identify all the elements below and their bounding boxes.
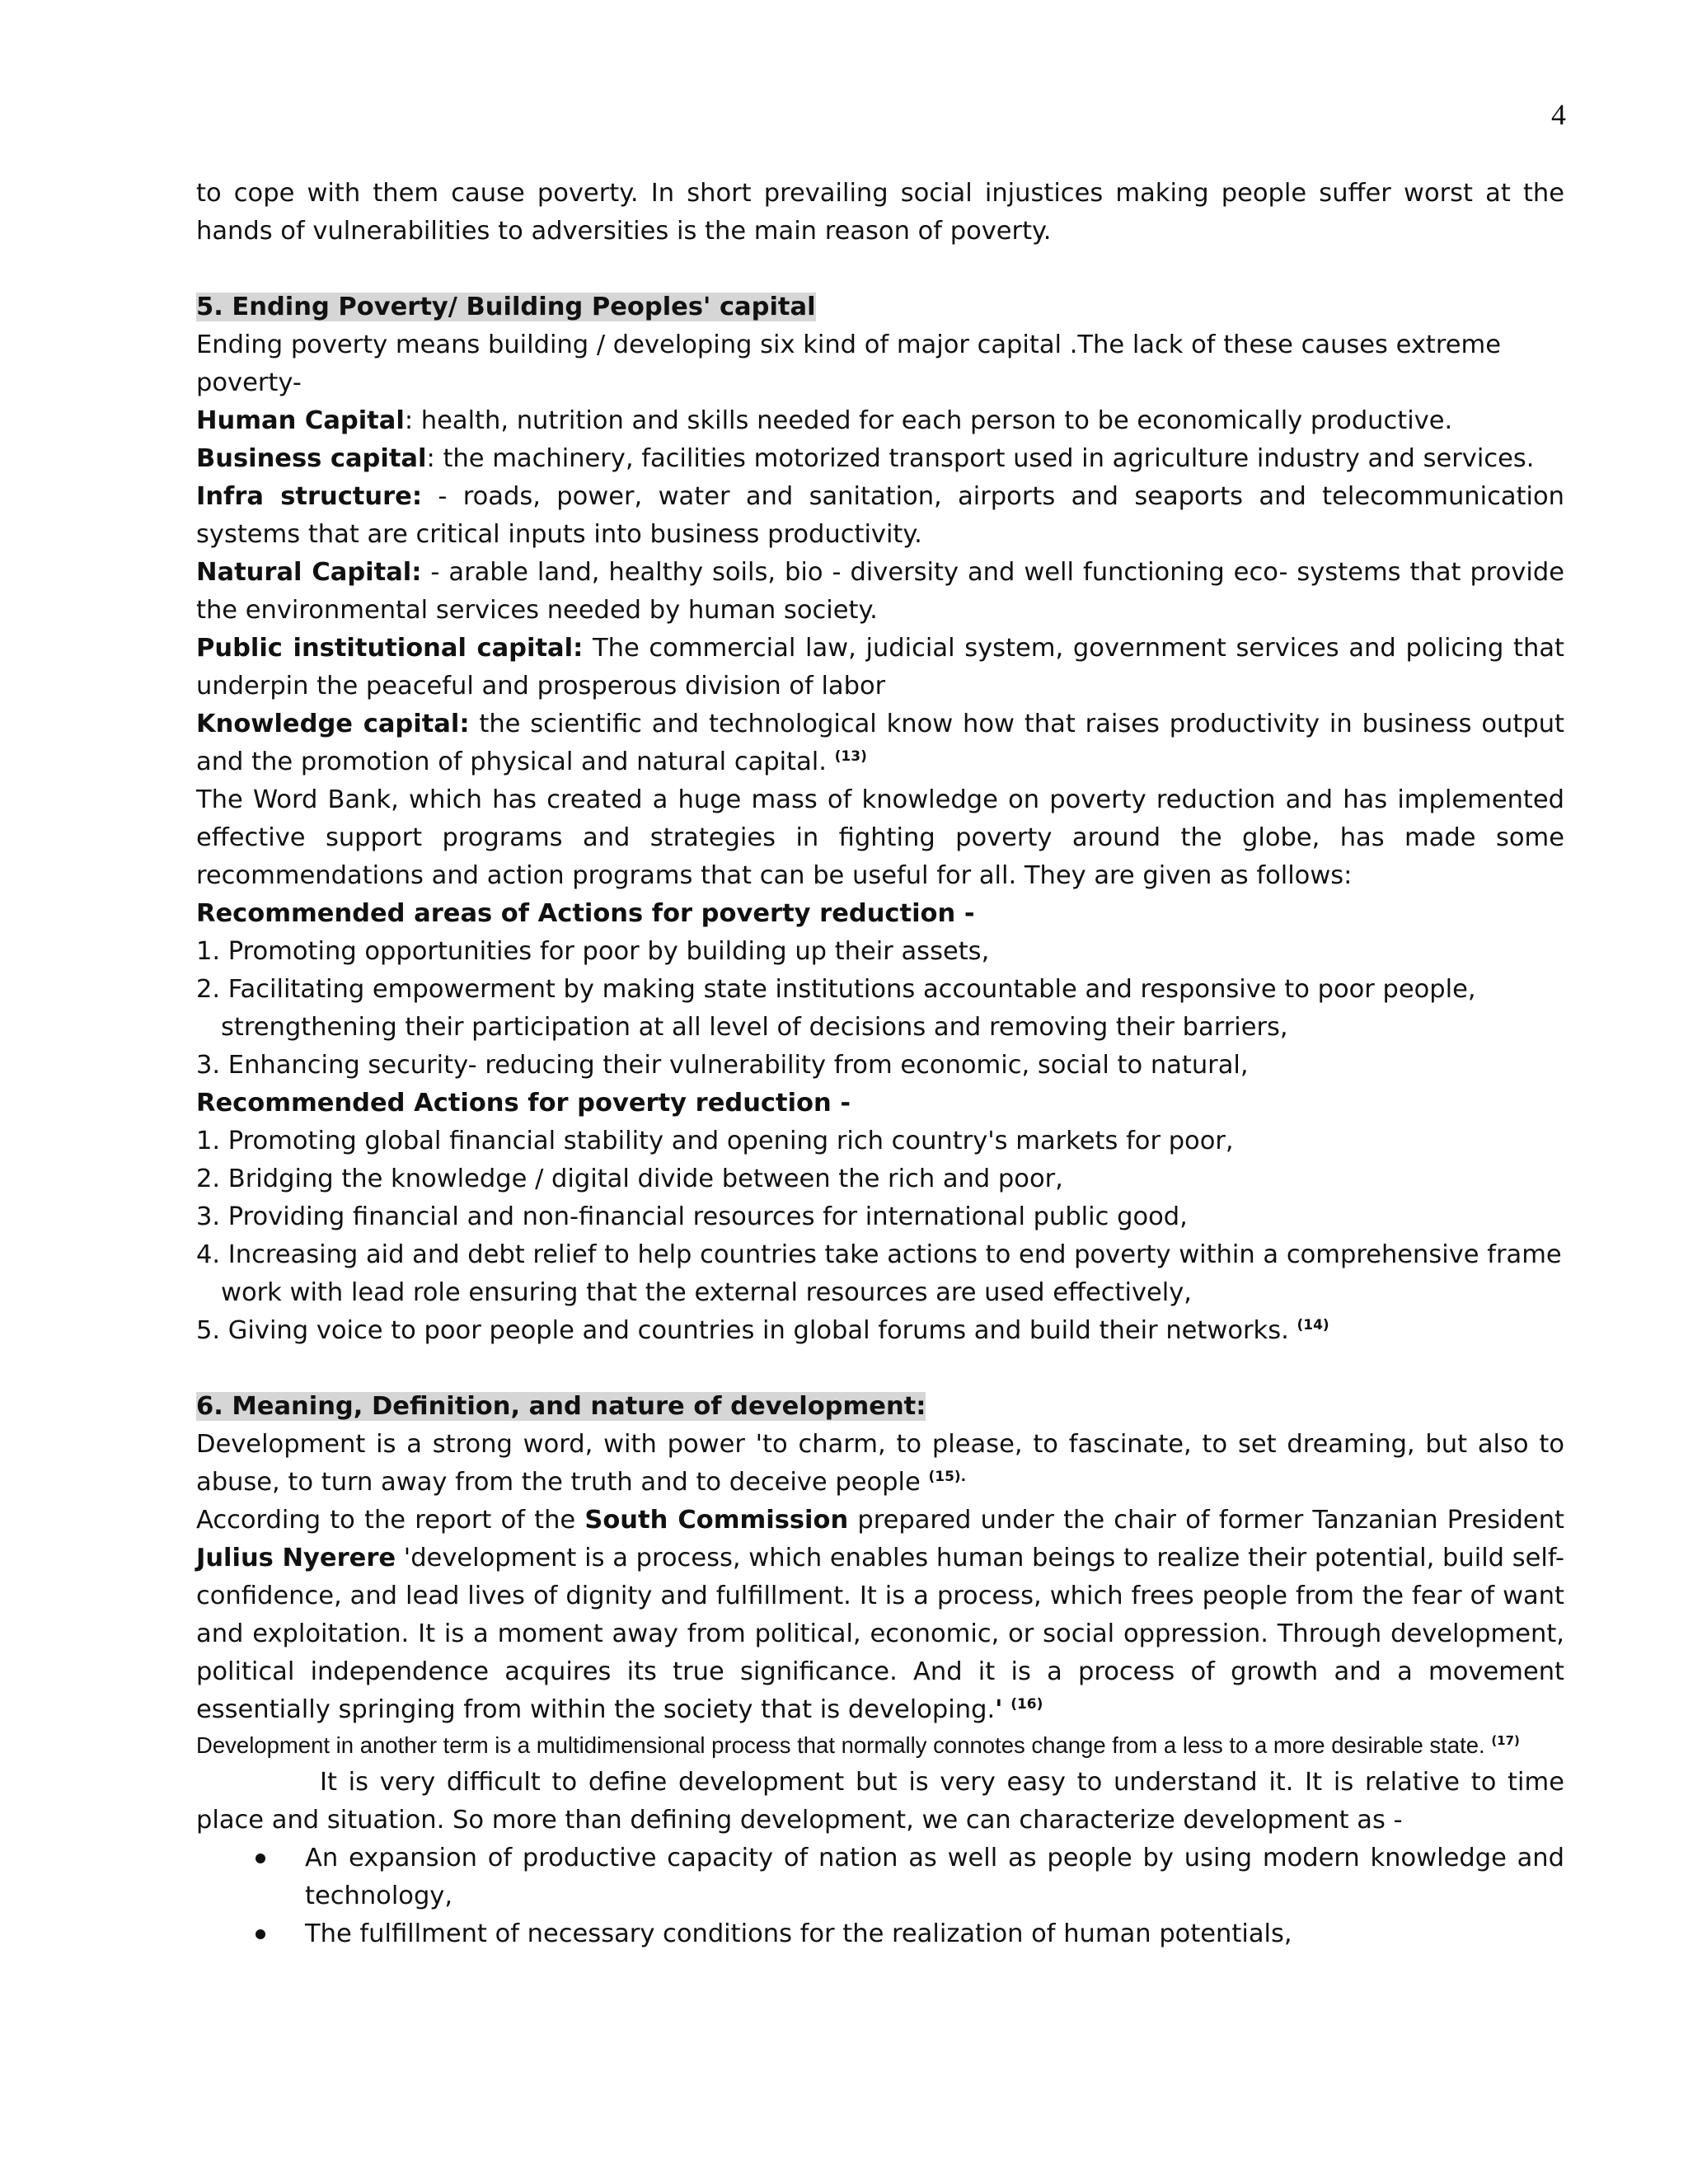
footnote-ref: (16) bbox=[1010, 1695, 1043, 1713]
section-5-intro: Ending poverty means building / developing six kind of major capital .The lack of these causes extreme poverty- bbox=[196, 330, 1501, 397]
area-item: 2. Facilitating empowerment by making state institutions accountable and responsive to poor people, strengthening their participation at all level of decisions and removing their barriers, bbox=[196, 975, 1476, 1042]
area-item: 3. Enhancing security- reducing their vulnerability from economic, social to natural, bbox=[196, 1051, 1249, 1080]
footnote-ref: (17) bbox=[1491, 1732, 1520, 1748]
bullet-icon bbox=[256, 1854, 265, 1863]
action-item: 1. Promoting global financial stability and opening rich country's markets for poor, bbox=[196, 1127, 1234, 1155]
intro-paragraph: to cope with them cause poverty. In short prevailing social injustices making people suffer worst at the hands of vulnerabilities to adversities is the main reason of poverty. bbox=[196, 179, 1564, 246]
footnote-ref: (13) bbox=[834, 748, 867, 765]
action-item: 5. Giving voice to poor people and countries in global forums and build their networks. $^{(14)}$ bbox=[196, 1316, 1329, 1345]
recommended-areas-heading: Recommended areas of Actions for poverty reduction - bbox=[196, 899, 975, 928]
section-5-heading: 5. Ending Poverty/ Building Peoples' capital bbox=[196, 293, 816, 321]
capital-infrastructure: Infra structure: - roads, power, water and sanitation, airports and seaports and telecommunication systems that are critical inputs into business productivity. bbox=[196, 482, 1564, 549]
capital-natural: Natural Capital: - arable land, healthy soils, bio - diversity and well functioning eco- systems that provide the environmental services needed by human society. bbox=[196, 558, 1564, 625]
capital-human: Human Capital: health, nutrition and skills needed for each person to be economically productive. bbox=[196, 406, 1453, 435]
bullet-icon bbox=[256, 1929, 265, 1939]
section-6-heading: 6. Meaning, Definition, and nature of development: bbox=[196, 1392, 926, 1421]
capital-public-institutional: Public institutional capital: The commercial law, judicial system, government services and policing that underpin the peaceful and prosperous division of labor bbox=[196, 634, 1564, 701]
action-item: 4. Increasing aid and debt relief to help countries take actions to end poverty within a comprehensive frame work with lead role ensuring that the external resources are used effectively, bbox=[196, 1240, 1562, 1307]
footnote-ref: (14) bbox=[1296, 1316, 1329, 1333]
development-paragraph-3: Development in another term is a multidimensional process that normally connotes change from a less to a more desirable state. $^{(17)}$ bbox=[196, 1732, 1520, 1758]
development-paragraph-2: According to the report of the South Commission prepared under the chair of former Tanzanian President Julius Nyerere 'development is a process, which enables human beings to realize their potential, build self-confidence, and lead lives of dignity and fulfillment. It is a process, which frees people from the fear of want and exploitation. It is a moment away from political, economic, or social oppression. Through development, political independence acquires its true significance. And it is a process of growth and a movement essentially springing from within the society that is developing.' $^{(16)}$ bbox=[196, 1506, 1564, 1724]
world-bank-paragraph: The Word Bank, which has created a huge mass of knowledge on poverty reduction and has implemented effective support programs and strategies in fighting poverty around the globe, has made some recommendations and action programs that can be useful for all. They are given as follows: bbox=[196, 785, 1564, 890]
document-body bbox=[196, 175, 1564, 1953]
development-paragraph-4: It is very difficult to define development but is very easy to understand it. It is relative to time place and situation. So more than defining development, we can characterize development as - bbox=[196, 1768, 1564, 1835]
area-item: 1. Promoting opportunities for poor by building up their assets, bbox=[196, 937, 990, 966]
development-characteristics-list bbox=[196, 1840, 1564, 1953]
action-item: 2. Bridging the knowledge / digital divide between the rich and poor, bbox=[196, 1165, 1063, 1193]
footnote-ref: (15). bbox=[928, 1468, 967, 1485]
list-item: An expansion of productive capacity of nation as well as people by using modern knowledge and technology, bbox=[305, 1840, 1564, 1915]
development-paragraph-1: Development is a strong word, with power 'to charm, to please, to fascinate, to set dreaming, but also to abuse, to turn away from the truth and to deceive people $^{(15).}$ bbox=[196, 1430, 1564, 1497]
list-item: The fulfillment of necessary conditions for the realization of human potentials, bbox=[305, 1915, 1564, 1953]
capital-knowledge: Knowledge capital: the scientific and technological know how that raises productivity in business output and the promotion of physical and natural capital. $^{(13)}$ bbox=[196, 710, 1564, 776]
action-item: 3. Providing financial and non-financial resources for international public good, bbox=[196, 1202, 1188, 1231]
recommended-actions-heading: Recommended Actions for poverty reduction - bbox=[196, 1089, 851, 1118]
page-number: 4 bbox=[1551, 98, 1566, 131]
capital-business: Business capital: the machinery, facilities motorized transport used in agriculture industry and services. bbox=[196, 444, 1535, 473]
